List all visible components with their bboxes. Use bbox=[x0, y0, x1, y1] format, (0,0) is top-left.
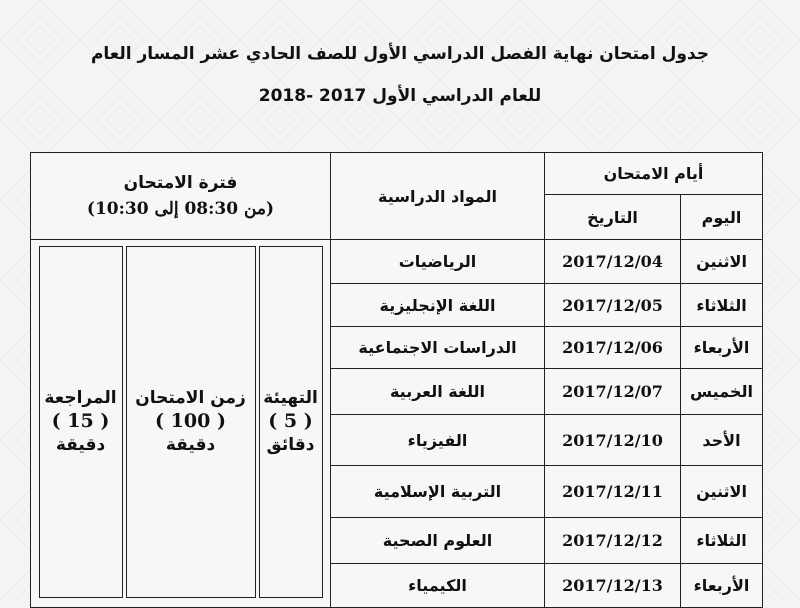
row-date: 2017/12/05 bbox=[545, 284, 681, 327]
duration-unit: دقيقة bbox=[55, 434, 106, 455]
row-date: 2017/12/04 bbox=[545, 240, 681, 284]
duration-box-preparation bbox=[259, 246, 323, 598]
header-row-1 bbox=[31, 153, 763, 195]
row-date: 2017/12/13 bbox=[545, 564, 681, 608]
duration-label: المراجعة bbox=[44, 388, 117, 408]
title-line-2: للعام الدراسي الأول 2017 -2018 bbox=[258, 86, 542, 106]
header-period-label: فترة الامتحان bbox=[123, 172, 238, 193]
row-date: 2017/12/11 bbox=[545, 466, 681, 518]
duration-box-review bbox=[39, 246, 123, 598]
table-row bbox=[31, 240, 763, 284]
duration-value: ( 15 ) bbox=[51, 410, 110, 433]
header-day: اليوم bbox=[681, 195, 763, 240]
row-subject: اللغة الإنجليزية bbox=[331, 284, 545, 327]
durations-group bbox=[31, 246, 330, 598]
row-day: الثلاثاء bbox=[681, 518, 763, 564]
row-day: الأحد bbox=[681, 415, 763, 466]
row-subject: التربية الإسلامية bbox=[331, 466, 545, 518]
row-subject: الكيمياء bbox=[331, 564, 545, 608]
header-exam-period bbox=[31, 153, 331, 240]
header-subjects: المواد الدراسية bbox=[331, 153, 545, 240]
exam-schedule-table bbox=[30, 152, 763, 608]
duration-box-exam-time bbox=[126, 246, 256, 598]
row-date: 2017/12/07 bbox=[545, 369, 681, 415]
row-subject: الرياضيات bbox=[331, 240, 545, 284]
row-subject: الدراسات الاجتماعية bbox=[331, 327, 545, 369]
duration-label: التهيئة bbox=[263, 388, 318, 408]
row-day: الثلاثاء bbox=[681, 284, 763, 327]
header-period-time: (من 08:30 إلى 10:30) bbox=[86, 199, 275, 219]
duration-value: ( 100 ) bbox=[155, 410, 226, 433]
header-date: التاريخ bbox=[545, 195, 681, 240]
row-date: 2017/12/06 bbox=[545, 327, 681, 369]
duration-unit: دقائق bbox=[266, 434, 315, 455]
row-day: الخميس bbox=[681, 369, 763, 415]
row-subject: اللغة العربية bbox=[331, 369, 545, 415]
header-exam-days: أيام الامتحان bbox=[545, 153, 763, 195]
duration-value: ( 5 ) bbox=[268, 410, 313, 433]
duration-label: زمن الامتحان bbox=[135, 388, 246, 408]
row-date: 2017/12/12 bbox=[545, 518, 681, 564]
row-subject: الفيزياء bbox=[331, 415, 545, 466]
row-date: 2017/12/10 bbox=[545, 415, 681, 466]
title-line-1: جدول امتحان نهاية الفصل الدراسي الأول للصف الحادي عشر المسار العام bbox=[90, 44, 710, 64]
durations-cell bbox=[31, 240, 331, 608]
row-day: الأربعاء bbox=[681, 564, 763, 608]
row-day: الاثنين bbox=[681, 466, 763, 518]
duration-unit: دقيقة bbox=[165, 434, 216, 455]
row-subject: العلوم الصحية bbox=[331, 518, 545, 564]
row-day: الأربعاء bbox=[681, 327, 763, 369]
row-day: الاثنين bbox=[681, 240, 763, 284]
